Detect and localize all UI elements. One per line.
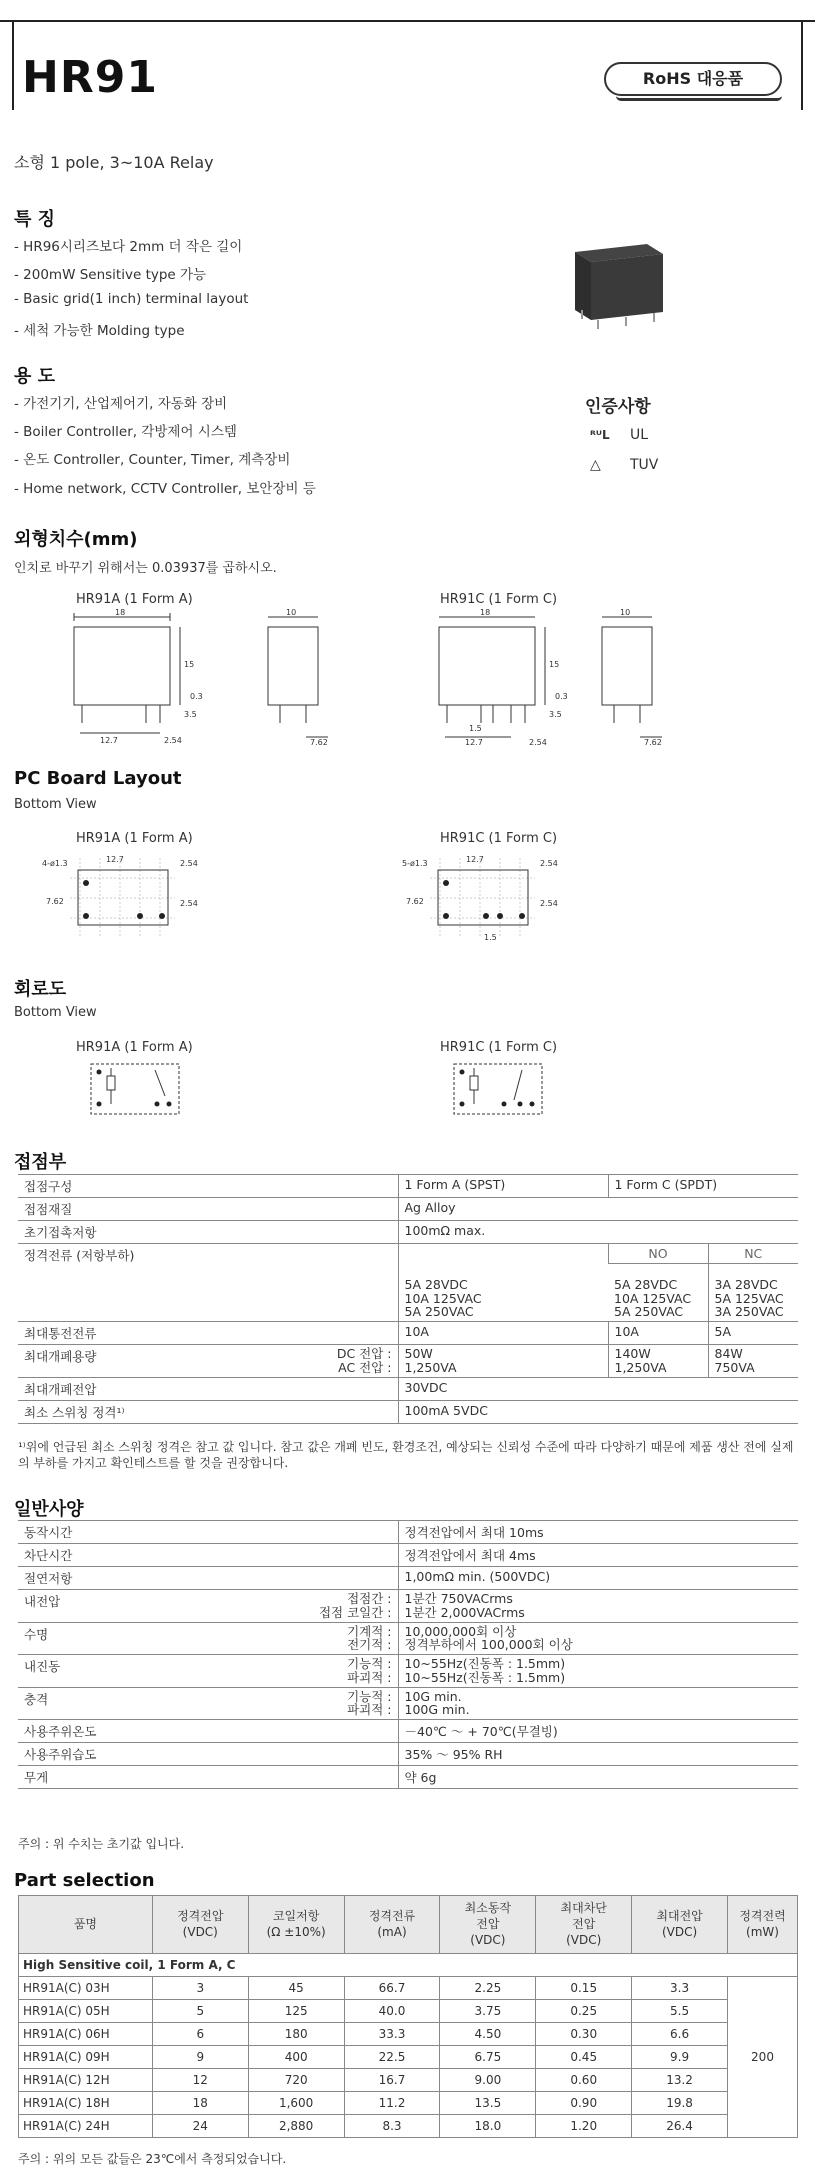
general-label: 차단시간 [18,1544,398,1567]
general-label: 무게 [18,1766,398,1789]
feature-item: - 200mW Sensitive type 가능 [14,267,207,283]
general-sublabel: 기계적 : 전기적 : [258,1622,398,1655]
table-row [18,1544,798,1567]
part-number: HR91A(C) 24H [19,2114,153,2137]
part-cell: 125 [248,1999,344,2022]
contact-label: 최대개폐용량 [18,1345,268,1378]
contact-value-no: 10A [608,1322,708,1345]
dim-pitch-label: 12.7 [100,736,118,745]
part-cell: 0.30 [536,2022,632,2045]
contacts-table [18,1174,798,1424]
top-rule [0,20,815,22]
part-cell: 2,880 [248,2114,344,2137]
general-value: 10~55Hz(진동폭 : 1.5mm) 10~55Hz(진동폭 : 1.5mm) [398,1655,798,1688]
part-cell: 9.00 [440,2068,536,2091]
table-row [18,1400,798,1423]
feature-item: - Basic grid(1 inch) terminal layout [14,291,249,307]
feature-item: - 세척 가능한 Molding type [14,323,185,339]
part-cell: 2.25 [440,1976,536,1999]
table-row [19,1976,798,1999]
general-value: 35% ～ 95% RH [398,1743,798,1766]
cert-tuv-label: TUV [630,457,659,473]
part-cell: 19.8 [632,2091,728,2114]
part-cell: 18.0 [440,2114,536,2137]
pcb-c-offset-label: 1.5 [484,933,497,942]
dim-height-label: 15 [184,660,195,669]
contacts-title: 접점부 [14,1152,67,1173]
table-row [18,1622,798,1655]
tuv-triangle-icon: △ [590,457,601,473]
dim-c-thickness-label: 0.3 [555,692,568,701]
contact-label: 최대통전전류 [18,1322,398,1345]
general-value: －40℃ ～ + 70℃(무결빙) [398,1720,798,1743]
pcb-a-small-pitch-label: 2.54 [180,859,198,868]
part-cell: 16.7 [344,2068,440,2091]
table-row [19,2045,798,2068]
pcb-title: PC Board Layout [14,768,182,789]
parts-group-row [19,1953,798,1976]
general-label: 수명 [18,1622,258,1655]
part-cell: 0.60 [536,2068,632,2091]
contact-value: Ag Alloy [398,1198,798,1221]
part-cell: 40.0 [344,1999,440,2022]
parts-header: 최소동작 전압 (VDC) [440,1896,536,1954]
table-row [18,1221,798,1244]
contact-label: 접점재질 [18,1198,398,1221]
pcb-layout-form-a [40,848,240,948]
parts-table [18,1895,798,2138]
cert-ul [590,427,710,443]
part-cell: 3 [152,1976,248,1999]
part-cell: 3.3 [632,1976,728,1999]
dim-c-height-label: 15 [549,660,560,669]
table-row [19,2068,798,2091]
contact-value-c: 1 Form C (SPDT) [608,1175,798,1198]
general-label: 사용주위습도 [18,1743,398,1766]
table-row [18,1345,798,1378]
general-label: 절연저항 [18,1567,398,1590]
general-label: 사용주위온도 [18,1720,398,1743]
general-sublabel: 접점간 : 접점 코일간 : [258,1590,398,1623]
dim-c-offset-label: 1.5 [469,724,482,733]
dim-form-c-label: HR91C (1 Form C) [440,592,558,607]
circuit-form-a-label: HR91A (1 Form A) [76,1040,193,1055]
table-row [19,1999,798,2022]
application-item: - 가전기기, 산업제어기, 자동화 장비 [14,396,228,412]
contact-value-a: 10A [398,1322,608,1345]
table-row [18,1521,798,1544]
part-cell: 400 [248,2045,344,2068]
part-cell: 9 [152,2045,248,2068]
contact-sublabel: DC 전압 : AC 전압 : [268,1345,398,1378]
parts-header: 최대차단 전압 (VDC) [536,1896,632,1954]
dim-row-pitch-label: 7.62 [310,738,328,745]
table-row [18,1720,798,1743]
dimensions-note: 인치로 바꾸기 위해서는 0.03937를 곱하시오. [14,561,277,576]
general-value: 약 6g [398,1766,798,1789]
table-row [18,1322,798,1345]
part-cell: 11.2 [344,2091,440,2114]
contact-value-nc: 84W 750VA [708,1345,798,1378]
table-row [18,1567,798,1590]
pcb-c-small-pitch-label: 2.54 [540,859,558,868]
table-row [19,2091,798,2114]
contact-value-no: 140W 1,250VA [608,1345,708,1378]
circuit-title: 회로도 [14,979,67,1000]
part-number: HR91A(C) 09H [19,2045,153,2068]
general-value: 10G min. 100G min. [398,1687,798,1720]
pcb-layout-form-c [400,848,600,948]
parts-header-row [19,1896,798,1954]
table-row [18,1590,798,1623]
part-number: HR91A(C) 12H [19,2068,153,2091]
part-cell: 24 [152,2114,248,2137]
general-table [18,1520,798,1789]
part-cell: 4.50 [440,2022,536,2045]
general-label: 충격 [18,1687,258,1720]
part-cell: 6 [152,2022,248,2045]
general-value: 1,00mΩ min. (500VDC) [398,1567,798,1590]
pcb-a-holes-label: 4-ø1.3 [42,859,68,868]
feature-item: - HR96시리즈보다 2mm 더 작은 길이 [14,239,243,255]
dimensions-title: 외형치수(mm) [14,529,138,550]
pcb-form-a-label: HR91A (1 Form A) [76,831,193,846]
circuit-diagram-form-c [448,1060,548,1120]
part-number: HR91A(C) 03H [19,1976,153,1999]
table-row [19,2114,798,2137]
pcb-a-pitch-label: 12.7 [106,855,124,864]
dim-depth-label: 10 [286,608,297,617]
pcb-view: Bottom View [14,797,97,812]
table-row [19,2022,798,2045]
contact-value-a: 1 Form A (SPST) [398,1175,608,1198]
pcb-a-side-label: 2.54 [180,899,198,908]
certification-title: 인증사항 [585,397,651,417]
dim-c-depth-label: 10 [620,608,631,617]
table-row [18,1198,798,1221]
general-label: 내전압 [18,1590,258,1623]
pcb-c-row-label: 7.62 [406,897,424,906]
dim-width-label: 18 [115,608,126,617]
general-label: 내진동 [18,1655,258,1688]
right-rule [801,20,803,110]
parts-header: 정격전압 (VDC) [152,1896,248,1954]
general-value: 10,000,000회 이상 정격부하에서 100,000회 이상 [398,1622,798,1655]
dim-form-a-label: HR91A (1 Form A) [76,592,193,607]
contact-label: 초기접촉저항 [18,1221,398,1244]
application-item: - Boiler Controller, 각방제어 시스템 [14,424,237,440]
part-cell: 1.20 [536,2114,632,2137]
parts-header: 정격전류 (mA) [344,1896,440,1954]
application-item: - Home network, CCTV Controller, 보안장비 등 [14,481,316,497]
part-cell: 6.75 [440,2045,536,2068]
parts-group-label: High Sensitive coil, 1 Form A, C [19,1953,798,1976]
pcb-form-c-label: HR91C (1 Form C) [440,831,558,846]
dim-thickness-label: 0.3 [190,692,203,701]
relay-product-image [567,240,667,330]
part-cell: 6.6 [632,2022,728,2045]
application-item: - 온도 Controller, Counter, Timer, 계측장비 [14,452,291,468]
part-cell: 45 [248,1976,344,1999]
part-cell: 9.9 [632,2045,728,2068]
table-row [18,1655,798,1688]
dim-pin-length-label: 3.5 [184,710,197,719]
general-value: 정격전압에서 최대 4ms [398,1544,798,1567]
dimension-side-form-a [258,605,338,745]
pcb-c-holes-label: 5-ø1.3 [402,859,428,868]
contact-value: 100mA 5VDC [398,1400,798,1423]
general-label: 동작시간 [18,1521,398,1544]
dimension-side-form-c [592,605,682,745]
contact-value: 100mΩ max. [398,1221,798,1244]
general-title: 일반사양 [14,1499,84,1520]
parts-header: 품명 [19,1896,153,1954]
contact-value-no: 5A 28VDC 10A 125VAC 5A 250VAC [608,1264,708,1322]
circuit-diagram-form-a [85,1060,185,1120]
general-value: 1분간 750VACrms 1분간 2,000VACrms [398,1590,798,1623]
dim-c-pitch-label: 12.7 [465,738,483,745]
parts-header: 정격전력 (mW) [728,1896,798,1954]
contacts-footnote: ¹⁾위에 언급된 최소 스위칭 정격은 참고 값 입니다. 참고 값은 개폐 빈도, 환경조건, 예상되는 신뢰성 수준에 따라 다양하기 때문에 제품 생산 전에 실제의 부하를 가지고 확인테스트를 할 것을 권장합니다. [18,1440,794,1470]
subtitle: 소형 1 pole, 3~10A Relay [14,153,214,172]
part-number: HR91A(C) 18H [19,2091,153,2114]
pcb-a-row-label: 7.62 [46,897,64,906]
part-cell: 0.90 [536,2091,632,2114]
dim-c-pin-length-label: 3.5 [549,710,562,719]
circuit-view: Bottom View [14,1005,97,1020]
nc-header: NC [708,1244,798,1264]
part-cell: 5 [152,1999,248,2022]
part-cell: 18 [152,2091,248,2114]
part-cell: 0.25 [536,1999,632,2022]
part-cell: 12 [152,2068,248,2091]
part-cell: 5.5 [632,1999,728,2022]
part-cell: 180 [248,2022,344,2045]
part-cell: 13.5 [440,2091,536,2114]
model-title: HR91 [22,52,158,103]
part-cell: 3.75 [440,1999,536,2022]
dim-small-pitch-label: 2.54 [164,736,182,745]
contact-value: 30VDC [398,1377,798,1400]
pcb-c-side-label: 2.54 [540,899,558,908]
general-sublabel: 기능적 : 파괴적 : [258,1687,398,1720]
rohs-badge: RoHS 대응품 [604,62,782,96]
part-cell: 22.5 [344,2045,440,2068]
part-power-cell: 200 [728,1976,798,2137]
part-cell: 720 [248,2068,344,2091]
dimension-drawing-form-a [60,605,290,745]
features-title: 특 징 [14,209,56,230]
contact-label: 최소 스위칭 정격¹⁾ [18,1400,398,1423]
table-row [18,1687,798,1720]
part-cell: 1,600 [248,2091,344,2114]
circuit-form-c-label: HR91C (1 Form C) [440,1040,558,1055]
table-row [18,1175,798,1198]
part-cell: 66.7 [344,1976,440,1999]
cert-tuv [590,457,710,473]
part-cell: 8.3 [344,2114,440,2137]
dim-c-width-label: 18 [480,608,491,617]
table-row [18,1244,798,1264]
general-note: 주의 : 위 수치는 초기값 입니다. [18,1837,185,1851]
part-cell: 33.3 [344,2022,440,2045]
table-row [18,1743,798,1766]
no-header: NO [608,1244,708,1264]
part-cell: 0.15 [536,1976,632,1999]
part-number: HR91A(C) 06H [19,2022,153,2045]
contact-label: 정격전류 (저항부하) [18,1244,398,1322]
parts-header: 코일저항 (Ω ±10%) [248,1896,344,1954]
rohs-badge-shadow [616,96,782,101]
applications-title: 용 도 [14,366,56,387]
parts-header: 최대전압 (VDC) [632,1896,728,1954]
part-cell: 26.4 [632,2114,728,2137]
contact-label: 접점구성 [18,1175,398,1198]
contact-value-nc: 3A 28VDC 5A 125VAC 3A 250VAC [708,1264,798,1322]
part-cell: 0.45 [536,2045,632,2068]
dim-c-row-pitch-label: 7.62 [644,738,662,745]
table-row [18,1377,798,1400]
dim-c-small-pitch-label: 2.54 [529,738,547,745]
parts-title: Part selection [14,1870,155,1891]
general-value: 정격전압에서 최대 10ms [398,1521,798,1544]
contact-value-nc: 5A [708,1322,798,1345]
ul-mark-icon: ᴿᵁL [590,428,610,442]
general-sublabel: 기능적 : 파괴적 : [258,1655,398,1688]
cert-ul-label: UL [630,427,649,443]
pcb-c-pitch-label: 12.7 [466,855,484,864]
contact-value-a: 50W 1,250VA [398,1345,608,1378]
contact-value-a: 5A 28VDC 10A 125VAC 5A 250VAC [398,1244,608,1322]
part-number: HR91A(C) 05H [19,1999,153,2022]
left-rule [12,20,14,110]
contact-label: 최대개폐전압 [18,1377,398,1400]
part-cell: 13.2 [632,2068,728,2091]
parts-note: 주의 : 위의 모든 값들은 23℃에서 측정되었습니다. [18,2152,287,2166]
table-row [18,1766,798,1789]
